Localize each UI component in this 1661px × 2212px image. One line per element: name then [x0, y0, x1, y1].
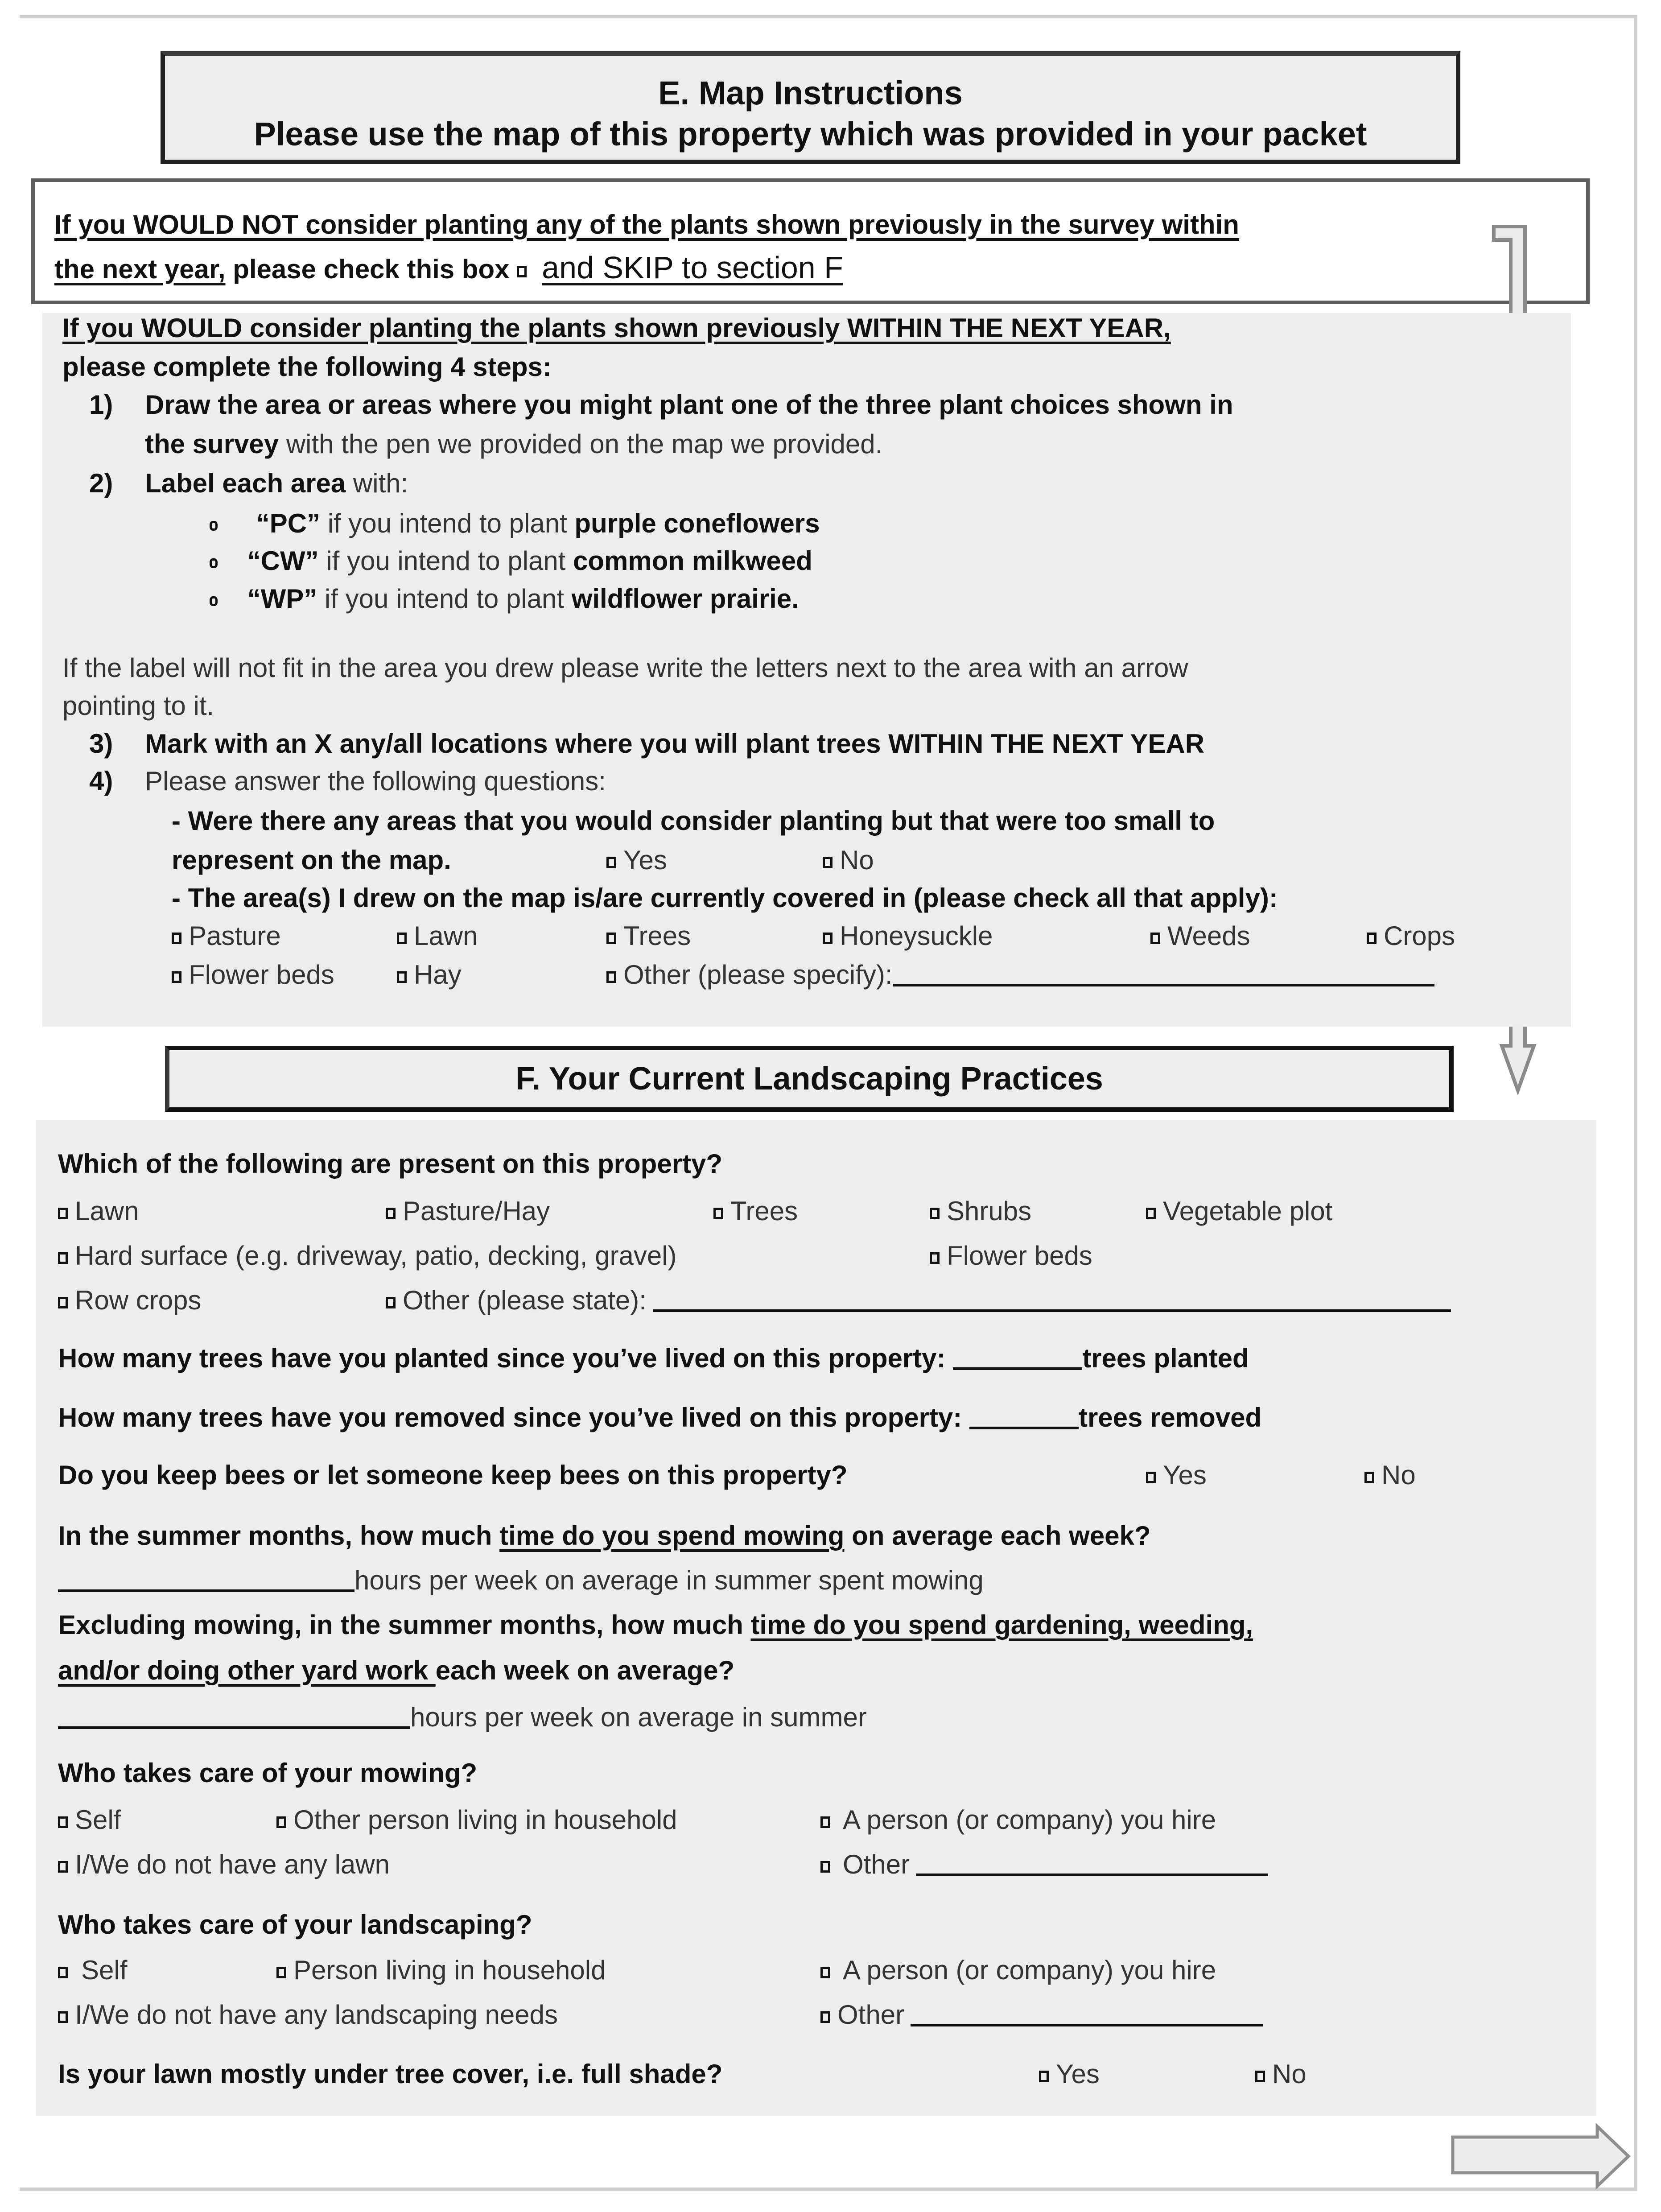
present-option-flower-beds[interactable]: Flower beds	[930, 1240, 1092, 1272]
checkbox[interactable]	[58, 2011, 68, 2023]
cover-option-trees[interactable]: Trees	[606, 920, 691, 952]
skip-line-2-text: please check this box	[225, 254, 517, 284]
skip-checkbox[interactable]	[517, 266, 527, 277]
checkbox[interactable]	[820, 1816, 830, 1828]
section-f-title: F. Your Current Landscaping Practices	[515, 1061, 1103, 1097]
label-pc-item: “PC” if you intend to plant purple coneflowers	[210, 508, 820, 540]
q-mowing-time: In the summer months, how much time do you spend mowing on average each week?	[58, 1521, 1151, 1551]
q-bees: Do you keep bees or let someone keep bees on this property?	[58, 1460, 848, 1490]
bullet-icon	[210, 596, 218, 606]
skip-line-2-underlined: the next year,	[54, 254, 226, 284]
cover-option-honeysuckle[interactable]: Honeysuckle	[823, 920, 993, 952]
step-2-num: 2)	[89, 468, 113, 498]
checkbox[interactable]	[606, 971, 616, 983]
checkbox[interactable]	[606, 857, 616, 868]
section-e-subtitle: Please use the map of this property which was provided in your packet	[254, 116, 1367, 153]
who-landscapes-self[interactable]: Self	[58, 1954, 127, 1986]
trees-removed-input[interactable]	[969, 1427, 1079, 1429]
who-landscapes-no-needs[interactable]: I/We do not have any landscaping needs	[58, 1999, 558, 2031]
q-gardening-time: Excluding mowing, in the summer months, how much time do you spend gardening, weeding,	[58, 1610, 1253, 1640]
present-option-lawn[interactable]: Lawn	[58, 1195, 139, 1227]
step-1-text: Draw the area or areas where you might plant one of the three plant choices shown in	[145, 390, 1233, 420]
checkbox[interactable]	[1364, 1472, 1374, 1483]
who-landscapes-hired[interactable]: A person (or company) you hire	[820, 1954, 1216, 1986]
q-trees-planted: How many trees have you planted since you’ve lived on this property: trees planted	[58, 1343, 1249, 1373]
checkbox[interactable]	[58, 1297, 68, 1308]
checkbox[interactable]	[713, 1208, 723, 1219]
who-landscapes-other-input[interactable]	[911, 2024, 1263, 2026]
cover-option-lawn[interactable]: Lawn	[397, 920, 478, 952]
present-option-hard-surface[interactable]: Hard surface (e.g. driveway, patio, decking, gravel)	[58, 1240, 677, 1272]
label-wp-item: “WP” if you intend to plant wildflower prairie.	[210, 583, 799, 615]
checkbox[interactable]	[397, 933, 407, 944]
who-mows-household[interactable]: Other person living in household	[276, 1804, 677, 1836]
checkbox[interactable]	[58, 1967, 68, 1978]
checkbox[interactable]	[386, 1297, 396, 1308]
bullet-icon	[210, 521, 218, 531]
too-small-no-option[interactable]: No	[823, 844, 874, 876]
trees-planted-input[interactable]	[953, 1367, 1082, 1370]
present-option-vegetable-plot[interactable]: Vegetable plot	[1146, 1195, 1332, 1227]
q-covered-in: - The area(s) I drew on the map is/are currently covered in (please check all that apply):	[172, 883, 1278, 913]
checkbox[interactable]	[172, 971, 181, 983]
q-present: Which of the following are present on this property?	[58, 1149, 723, 1179]
checkbox[interactable]	[172, 933, 181, 944]
checkbox[interactable]	[820, 2011, 830, 2023]
mowing-hours-input[interactable]	[58, 1589, 354, 1592]
section-e-title: E. Map Instructions	[658, 74, 963, 111]
shade-yes-option[interactable]: Yes	[1039, 2058, 1100, 2090]
checkbox[interactable]	[1146, 1472, 1156, 1483]
bees-yes-option[interactable]: Yes	[1146, 1459, 1207, 1491]
present-other-input[interactable]	[653, 1309, 1451, 1312]
checkbox[interactable]	[823, 933, 833, 944]
q-too-small-cont: represent on the map.	[172, 845, 451, 875]
label-note-1: If the label will not fit in the area you drew please write the letters next to the area with an arrow	[62, 653, 1188, 683]
cover-other-input[interactable]	[893, 984, 1434, 986]
cover-option-weeds[interactable]: Weeds	[1150, 920, 1250, 952]
checkbox[interactable]	[1367, 933, 1377, 944]
mowing-hours-line: hours per week on average in summer spent mowing	[58, 1564, 984, 1597]
q-trees-removed: How many trees have you removed since you’ve lived on this property: trees removed	[58, 1403, 1262, 1432]
bees-no-option[interactable]: No	[1364, 1459, 1416, 1491]
cover-option-other[interactable]: Other (please specify):	[606, 959, 1434, 991]
checkbox[interactable]	[276, 1816, 286, 1828]
cover-option-hay[interactable]: Hay	[397, 959, 462, 991]
who-landscapes-household[interactable]: Person living in household	[276, 1954, 606, 1986]
who-mows-no-lawn[interactable]: I/We do not have any lawn	[58, 1849, 390, 1881]
gardening-hours-input[interactable]	[58, 1726, 410, 1729]
checkbox[interactable]	[1039, 2071, 1049, 2082]
checkbox[interactable]	[58, 1252, 68, 1264]
checkbox[interactable]	[386, 1208, 396, 1219]
checkbox[interactable]	[276, 1967, 286, 1978]
present-option-trees[interactable]: Trees	[713, 1195, 798, 1227]
gardening-hours-line: hours per week on average in summer	[58, 1701, 867, 1733]
too-small-yes-option[interactable]: Yes	[606, 844, 667, 876]
present-option-pasture-hay[interactable]: Pasture/Hay	[386, 1195, 550, 1227]
step-1-num: 1)	[89, 390, 113, 420]
q-full-shade: Is your lawn mostly under tree cover, i.e. full shade?	[58, 2059, 723, 2089]
cover-option-flower-beds[interactable]: Flower beds	[172, 959, 334, 991]
checkbox[interactable]	[58, 1861, 68, 1873]
shade-no-option[interactable]: No	[1255, 2058, 1307, 2090]
skip-to-f-link: and SKIP to section F	[542, 250, 843, 285]
section-e-header	[161, 51, 1460, 164]
present-option-other[interactable]: Other (please state):	[386, 1284, 1451, 1316]
checkbox[interactable]	[397, 971, 407, 983]
checkbox[interactable]	[58, 1208, 68, 1219]
would-consider-intro-rest: please complete the following 4 steps:	[62, 352, 552, 382]
checkbox[interactable]	[606, 933, 616, 944]
step-4-text: Please answer the following questions:	[145, 766, 606, 796]
who-mows-other-input[interactable]	[916, 1874, 1268, 1876]
checkbox[interactable]	[1146, 1208, 1156, 1219]
q-gardening-time-cont: and/or doing other yard work each week on average?	[58, 1655, 735, 1685]
checkbox[interactable]	[930, 1208, 940, 1219]
q-too-small: - Were there any areas that you would consider planting but that were too small to	[172, 806, 1215, 836]
checkbox[interactable]	[823, 857, 833, 868]
checkbox[interactable]	[820, 1861, 830, 1873]
step-3-num: 3)	[89, 729, 113, 759]
who-mows-self[interactable]: Self	[58, 1804, 121, 1836]
checkbox[interactable]	[1150, 933, 1160, 944]
checkbox[interactable]	[930, 1252, 940, 1264]
label-note-2: pointing to it.	[62, 691, 214, 721]
step-3-text: Mark with an X any/all locations where you will plant trees WITHIN THE NEXT YEAR	[145, 729, 1205, 759]
bullet-icon	[210, 558, 218, 568]
skip-instruction-box	[31, 178, 1590, 304]
checkbox[interactable]	[58, 1816, 68, 1828]
cover-option-crops[interactable]: Crops	[1367, 920, 1455, 952]
would-consider-intro: If you WOULD consider planting the plants shown previously WITHIN THE NEXT YEAR,	[62, 313, 1171, 343]
next-page-arrow-icon	[1449, 2123, 1636, 2190]
skip-line-1: If you WOULD NOT consider planting any of the plants shown previously in the survey within	[54, 210, 1239, 239]
q-who-landscapes: Who takes care of your landscaping?	[58, 1910, 532, 1940]
who-mows-hired[interactable]: A person (or company) you hire	[820, 1804, 1216, 1836]
step-2-text: Label each area with:	[145, 468, 408, 498]
who-landscapes-other[interactable]: Other	[820, 1999, 1263, 2031]
checkbox[interactable]	[820, 1967, 830, 1978]
present-option-row-crops[interactable]: Row crops	[58, 1284, 201, 1316]
label-cw-item: “CW” if you intend to plant common milkweed	[210, 545, 812, 577]
step-1-cont: the survey with the pen we provided on the map we provided.	[145, 429, 883, 459]
q-who-mows: Who takes care of your mowing?	[58, 1758, 478, 1788]
cover-option-pasture[interactable]: Pasture	[172, 920, 281, 952]
who-mows-other[interactable]: Other	[820, 1849, 1268, 1881]
checkbox[interactable]	[1255, 2071, 1265, 2082]
step-4-num: 4)	[89, 766, 113, 796]
present-option-shrubs[interactable]: Shrubs	[930, 1195, 1031, 1227]
section-f-header	[165, 1046, 1454, 1112]
